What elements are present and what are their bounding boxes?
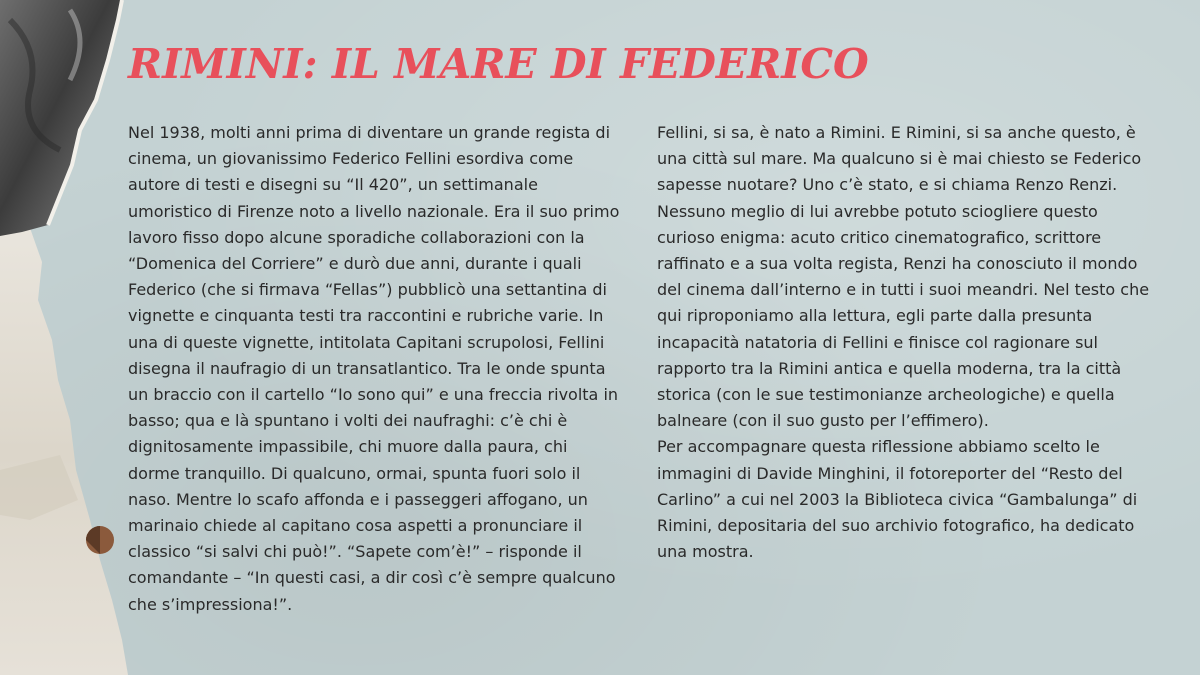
paper-scrap — [0, 228, 128, 675]
right-paragraph-2: Per accompagnare questa riflessione abbiamo scelto le immagini di Davide Minghini, il fotoreporter del “Resto del Carlino” a cui nel 2003 la Biblioteca civica “Gambalunga” di Rimini, depositaria del suo archivio fotografico, ha dedicato una mostra. — [657, 437, 1138, 562]
page-title: RIMINI: IL MARE DI FEDERICO — [128, 40, 869, 88]
dark-photo-scrap — [0, 0, 122, 236]
left-text-column — [128, 120, 620, 618]
left-paragraph: Nel 1938, molti anni prima di diventare un grande regista di cinema, un giovanissimo Federico Fellini esordiva come autore di testi e disegni su “Il 420”, un settimanale umoristico di Firenze noto a livello nazionale. Era il suo primo lavoro fisso dopo alcune sporadiche collaborazioni con la “Domenica del Corriere” e durò due anni, durante i quali Federico (che si firmava “Fellas”) pubblicò una settantina di vignette e cinquanta testi tra raccontini e rubriche varie. In una di queste vignette, intitolata Capitani scrupolosi, Fellini disegna il naufragio di un transatlantico. Tra le onde spunta un braccio con il cartello “Io sono qui” e una freccia rivolta in basso; qua e là spuntano i volti dei naufraghi: c’è chi è dignitosamente impassibile, chi muore dalla paura, chi dorme tranquillo. Di qualcuno, ormai, spunta fuori solo il naso. Mentre lo scafo affonda e i passeggeri affogano, un marinaio chiede al capitano cosa aspetti a pronunciare il classico “si salvi chi può!”. “Sapete com’è!” – risponde il comandante – “In questi casi, a dir così c’è sempre qualcuno che s’impressiona!”. — [128, 123, 620, 614]
right-paragraph-1: Fellini, si sa, è nato a Rimini. E Rimini, si sa anche questo, è una città sul mare. Ma qualcuno si è mai chiesto se Federico sapesse nuotare? Uno c’è stato, e si chiama Renzo Renzi. Nessuno meglio di lui avrebbe potuto sciogliere questo curioso enigma: acuto critico cinematografico, scrittore raffinato e a sua volta regista, Renzi ha conosciuto il mondo del cinema dall’interno e in tutti i suoi meandri. Nel testo che qui riproponiamo alla lettura, egli parte dalla presunta incapacità natatoria di Fellini e finisce col ragionare sul rapporto tra la Rimini antica e quella moderna, tra la città storica (con le sue testimonianze archeologiche) e quella balneare (con il suo gusto per l’effimero). — [657, 123, 1150, 431]
right-text-column — [657, 120, 1157, 565]
